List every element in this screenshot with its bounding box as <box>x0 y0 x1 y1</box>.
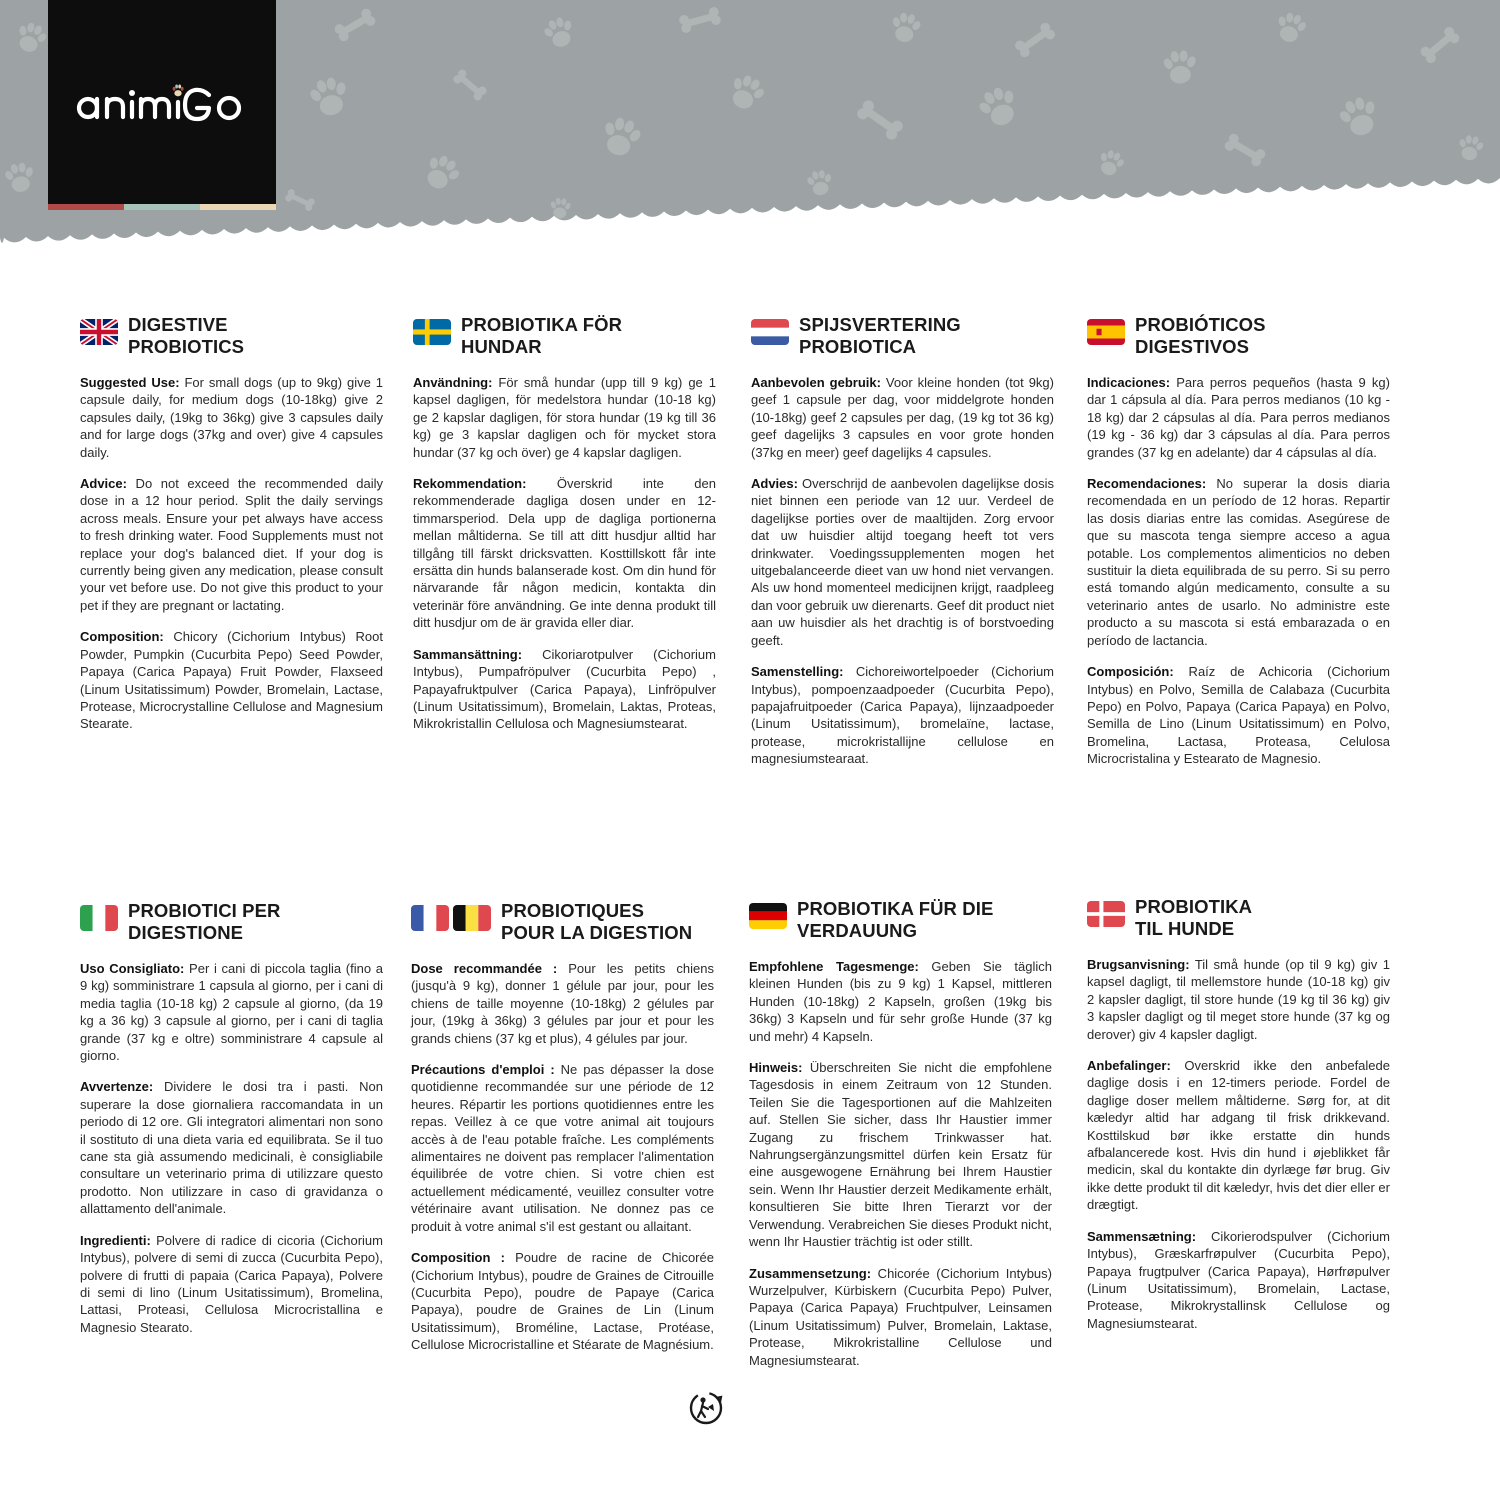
flag-se-icon <box>413 319 451 345</box>
section-text: Überschreiten Sie nicht die empfohlene Tagesdosis in einem Zeitraum von 12 Stunden. Teilen Sie die Tagesportionen auf die Mahlzeiten auf. Stellen Sie sicher, dass Ihr Haustier immer Zugang zu frischem Trinkwasser hat. Nahrungsergänzungsmittel dürfen kein Ersatz für eine ausgewogene Ernährung bei Ihrem Haustier sein. Wenn Ihr Haustier derzeit Medikamente erhält, konsultieren Sie bitte Ihren Tierarzt vor der Verwendung. Verabreichen Sie dieses Produkt nicht, wenn Ihr Haustier trächtig ist oder stillt. <box>749 1060 1052 1250</box>
section-label: Användning: <box>413 375 493 390</box>
block-title <box>1135 896 1252 940</box>
block-title <box>128 900 281 944</box>
block-title-line: PROBIOTIKA <box>1135 896 1253 917</box>
section-label: Hinweis: <box>749 1060 803 1076</box>
section-label: Zusammensetzung: <box>749 1265 872 1281</box>
section-text: Overskrid ikke den anbefalede daglige dosis i en 12-timers periode. Fordel de daglige doser mellem måltiderne. Sørg for, at dit kæledyr altid har adgang til frisk drikkevand. Kosttilskud bør ikke erstatte din hunds afbalancerede kost. Hvis din hund i øjeblikket får medicin, skal du kontakte din dyrlæge før brug. Giv ikke dette produkt til dit kæledyr, hvis det dier eller er drægtigt. <box>1087 1058 1390 1213</box>
block-title-line: VERDAUUNG <box>797 920 918 941</box>
section-text: For small dogs (up to 9kg) give 1 capsule daily, for medium dogs (10-18kg) give 2 capsules daily, (19kg to 36kg) give 3 capsules daily and for large dogs (37kg and over) give 4 capsules daily. <box>80 375 383 460</box>
block-section <box>411 1061 714 1235</box>
section-text: Polvere di radice di cicoria (Cichorium Intybus), polvere di semi di zucca (Cucurbita Pepo), polvere di frutti di papaia (Carica Papaya), Polvere di semi di lino (Linum Usitatissimum), Bromelina, Lattasi, Proteasi, Cellulosa Microcristallina e Magnesio Stearato. <box>80 1232 383 1335</box>
section-text: Chicory (Cichorium Intybus) Root Powder, Pumpkin (Cucurbita Pepo) Seed Powder, Papaya (Carica Papaya) Fruit Powder, Flaxseed (Linum Usitatissimum) Powder, Bromelain, Lactase, Protease, Microcrystalline Cellulose and Magnesium Stearate. <box>80 629 383 732</box>
section-text: Overschrijd de aanbevolen dagelijkse dosis niet binnen een periode van 12 uur. Verdeel de dagelijkse porties over de maaltijden. Zorg ervoor dat uw huisdier altijd toegang heeft tot vers drinkwater. Voedingssupplementen mogen het uitgebalanceerde dieet van uw hond niet vervangen. Als uw hond momenteel medicijnen krijgt, raadpleeg dan voor gebruik uw dierenarts. Geef dit product niet aan uw huisdier als het drachtig is of borstvoeding geeft. <box>751 476 1054 648</box>
flag-group <box>749 903 787 929</box>
language-block-es <box>1087 314 1390 782</box>
strip-sand <box>200 204 276 210</box>
block-section <box>751 475 1054 649</box>
block-section <box>80 374 383 461</box>
flag-es-icon <box>1087 319 1125 345</box>
block-title-line: POUR LA DIGESTION <box>501 922 693 943</box>
section-label: Précautions d'emploi : <box>411 1062 555 1078</box>
section-text: Ne pas dépasser la dose quotidienne recommandée sur une période de 12 heures. Répartir les portions quotidiennes entre les repas. Veillez à ce que votre animal ait toujours accès à de l'eau potable fraîche. Les compléments alimentaires ne doivent pas remplacer l'alimentation équilibrée de votre chien. Si votre chien est actuellement médicamenté, veuillez consulter votre vétérinaire avant utilisation. Ne donnez pas ce produit à votre animal s'il est gestant ou allaitant. <box>411 1062 714 1234</box>
block-section <box>413 475 716 632</box>
section-label: Anbefalinger: <box>1087 1058 1171 1074</box>
block-title-line: DIGESTIVE <box>128 314 228 335</box>
block-section <box>749 958 1052 1045</box>
section-label: Uso Consigliato: <box>80 961 185 976</box>
brand-color-strip <box>48 204 276 210</box>
flag-group <box>411 905 491 931</box>
block-title-line: SPIJSVERTERING <box>799 314 961 335</box>
block-title-line: HUNDAR <box>461 336 542 357</box>
section-text: Pour les petits chiens (jusqu'à 9 kg), donner 1 gélule par jour, pour les chiens de taille moyenne (10-18kg) 2 gélules par jour, (19kg à 36kg) 3 gélules par jour et pour les grands chiens (37 kg et plus), 4 gélules par jour. <box>411 961 714 1046</box>
section-text: Til små hunde (op til 9 kg) giv 1 kapsel dagligt, til mellemstore hunde (10-18 kg) giv 2 kapsler dagligt, til store hunde (19 kg til 36 kg) giv 3 kapsler dagligt og til meget store hunde (37 kg og derover) giv 4 kapsler dagligt. <box>1087 957 1390 1042</box>
block-section <box>1087 956 1390 1043</box>
section-label: Recomendaciones: <box>1087 476 1207 492</box>
section-text: Överskrid inte den rekommenderade dagliga dosen under en 12-timmarsperiod. Dela upp de dagliga portionerna mellan måltiderna. Se till att ditt husdjur alltid har tillgång till färskt dricksvatten. Kosttillskott får inte ersätta din hunds balanserade kost. Om din hund för närvarande får någon medicin, kontakta din veterinär före användning. Ge inte denna produkt till ditt husdjur om de är gravida eller diar. <box>413 476 716 631</box>
flag-group <box>1087 901 1125 927</box>
block-title-line: DIGESTIONE <box>128 922 244 943</box>
recycle-person-icon <box>688 1390 724 1426</box>
block-header <box>749 898 1052 958</box>
flag-group <box>751 319 789 345</box>
brand-logo <box>76 82 246 126</box>
section-label: Avvertenze: <box>80 1079 154 1095</box>
brand-logo-box <box>48 0 276 210</box>
block-section <box>413 374 716 461</box>
block-header <box>80 900 383 960</box>
flag-it-icon <box>80 905 118 931</box>
flag-group <box>80 905 118 931</box>
section-text: Poudre de racine de Chicorée (Cichorium Intybus), poudre de Graines de Citrouille (Cucurbita Pepo), poudre de Papaye (Carica Papaya), poudre de Graines de Lin (Linum Usitatissimum), Broméline, Lactase, Protéase, Cellulose Microcristalline et Stéarate de Magnésium. <box>411 1250 714 1353</box>
block-section <box>749 1265 1052 1369</box>
flag-dk-icon <box>1087 901 1125 927</box>
language-block-fr <box>411 900 714 1368</box>
block-header <box>751 314 1054 374</box>
block-section <box>80 1232 383 1336</box>
block-title-line: PROBIÓTICOS <box>1135 314 1266 335</box>
block-header <box>413 314 716 374</box>
block-header <box>1087 896 1390 956</box>
section-label: Indicaciones: <box>1087 375 1171 390</box>
block-section <box>411 1249 714 1353</box>
block-title-line: PROBIOTICA <box>799 336 917 357</box>
block-header <box>1087 314 1390 374</box>
block-title <box>797 898 993 942</box>
language-block-da <box>1087 896 1390 1346</box>
block-title <box>128 314 244 358</box>
block-title-line: TIL HUNDE <box>1135 918 1235 939</box>
section-label: Composition: <box>80 629 164 645</box>
block-section <box>413 646 716 733</box>
block-section <box>751 374 1054 461</box>
block-section <box>411 960 714 1047</box>
section-label: Sammensætning: <box>1087 1228 1197 1244</box>
block-section <box>749 1059 1052 1250</box>
language-block-nl <box>751 314 1054 782</box>
section-label: Dose recommandée : <box>411 961 558 976</box>
section-label: Rekommendation: <box>413 476 527 492</box>
section-text: No superar la dosis diaria recomendada en un período de 12 horas. Repartir las dosis diarias entre las comidas. Asegúrese de que su mascota tenga siempre acceso a agua potable. Los complementos alimenticios no deben sustituir la dieta equilibrada de su perro. Si su perro está tomando algún medicamento, consulte a su veterinario antes de usarlo. No administre este producto a su mascota si está embarazada o en período de lactancia. <box>1087 476 1390 648</box>
block-title-line: DIGESTIVOS <box>1135 336 1250 357</box>
block-section <box>80 475 383 614</box>
section-label: Sammansättning: <box>413 646 523 662</box>
block-section <box>80 960 383 1064</box>
block-section <box>80 1078 383 1217</box>
section-text: Geben Sie täglich kleinen Hunden (bis zu 9 kg) 1 Kapsel, mittleren Hunden (10-18kg) 2 Kapseln, großen (19kg bis 36kg) 3 Kapseln und für sehr große Hunde (37 kg und mehr) 4 Kapseln. <box>749 959 1053 1044</box>
strip-mint <box>124 204 200 210</box>
section-text: För små hundar (upp till 9 kg) ge 1 kapsel dagligen, för medelstora hundar (10-18 kg) ge 2 kapslar dagligen, för stora hundar (19 kg till 36 kg) ge 3 kapslar dagligen och för mycket stora hundar (37 kg och över) ge 4 kapslar dagligen. <box>413 375 716 460</box>
section-text: Do not exceed the recommended daily dose in a 12 hour period. Split the daily servings across meals. Ensure your pet always have access to fresh drinking water. Food Supplements must not replace your dog's balanced diet. If your dog is currently being given any medication, please consult your vet before use. Do not give this product to your pet if they are pregnant or lactating. <box>80 476 383 613</box>
block-title-line: PROBIOTICI PER <box>128 900 281 921</box>
block-title-line: PROBIOTIKA FÖR <box>461 314 623 335</box>
flag-group <box>1087 319 1125 345</box>
section-label: Empfohlene Tagesmenge: <box>749 959 919 974</box>
section-text: Raíz de Achicoria (Cichorium Intybus) en Polvo, Semilla de Calabaza (Cucurbita Pepo) en Polvo, Papaya (Carica Papaya) en Polvo, Semilla de Lino (Linum Usitatissimum) en Polvo, Bromelina, Lactasa, Proteasa, Celulosa Microcristalina y Estearato de Magnesio. <box>1087 664 1390 767</box>
section-label: Ingredienti: <box>80 1232 151 1248</box>
block-section <box>1087 475 1390 649</box>
block-section <box>1087 663 1390 767</box>
block-title-line: PROBIOTIKA FÜR DIE <box>797 898 994 919</box>
flag-nl-icon <box>751 319 789 345</box>
section-text: Chicorée (Cichorium Intybus) Wurzelpulver, Kürbiskern (Cucurbita Pepo) Pulver, Papaya (Carica Papaya) Fruchtpulver, Leinsamen (Linum Usitatissimum) Pulver, Bromelain, Laktase, Protease, Mikrokristalline Cellulose und Magnesiumstearat. <box>749 1265 1052 1368</box>
block-title <box>799 314 961 358</box>
block-header <box>80 314 383 374</box>
language-block-en <box>80 314 383 747</box>
flag-group <box>413 319 451 345</box>
section-text: Cikorierodspulver (Cichorium Intybus), Græskarfrøpulver (Cucurbita Pepo), Papaya frugtpulver (Carica Papaya), Hørfrøpulver (Linum Usitatissimum), Bromelain, Lactase, Protease, Mikrokrystallinsk Cellulose og Magnesiumstearat. <box>1087 1228 1390 1331</box>
language-block-de <box>749 898 1052 1383</box>
block-section <box>1087 1228 1390 1332</box>
flag-uk-icon <box>80 319 118 345</box>
section-label: Brugsanvisning: <box>1087 957 1190 972</box>
flag-fr-icon <box>411 905 449 931</box>
block-section <box>1087 374 1390 461</box>
header-banner <box>0 0 1500 260</box>
flag-group <box>80 319 118 345</box>
block-section <box>80 628 383 732</box>
block-title <box>1135 314 1266 358</box>
language-block-it <box>80 900 383 1350</box>
section-label: Composition : <box>411 1250 505 1266</box>
section-text: Dividere le dosi tra i pasti. Non superare la dose giornaliera raccomandata in un periodo di 12 ore. Gli integratori alimentari non sono il sostituto di una dieta varia ed equilibrata. Se il tuo cane sta già assumendo medicinali, è consigliabile consultare un veterinario prima di utilizzare questo prodotto. Non utilizzare in caso di gravidanza o allattamento dell'animale. <box>80 1079 383 1217</box>
strip-red <box>48 204 124 210</box>
section-text: Voor kleine honden (tot 9kg) geef 1 capsule per dag, voor middelgrote honden (10-18kg) geef 2 capsules per dag, (19 kg tot 36 kg) geef dagelijks 3 capsules en voor grote honden (37kg en meer) geef dagelijks 4 capsules. <box>751 375 1054 460</box>
section-label: Composición: <box>1087 664 1174 680</box>
section-text: Para perros pequeños (hasta 9 kg) dar 1 cápsula al día. Para perros medianos (10 kg - 18 kg) dar 2 cápsulas al día. Para perros medianos (19 kg - 36 kg) dar 3 cápsulas al día. Para perros grandes (37 kg en adelante) dar 4 cápsulas al día. <box>1087 375 1390 460</box>
language-block-sv <box>413 314 716 747</box>
section-label: Advice: <box>80 476 127 492</box>
block-header <box>411 900 714 960</box>
block-title-line: PROBIOTICS <box>128 336 245 357</box>
section-label: Samenstelling: <box>751 664 844 680</box>
section-text: Per i cani di piccola taglia (fino a 9 kg) somministrare 1 capsula al giorno, per i cani di media taglia (10-18 kg) 2 capsule al giorno, (da 19 kg a 36 kg) 3 capsule al giorno, per i cani di taglia grande (37 kg e oltre) somministrare 4 capsule al giorno. <box>80 961 383 1064</box>
section-text: Cikoriarotpulver (Cichorium Intybus), Pumpafröpulver (Cucurbita Pepo) , Papayafruktpulver (Carica Papaya), Linfröpulver (Linum Usitatissimum), Bromelain, Laktas, Proteas, Mikrokristallin Cellulosa och Magnesiumstearat. <box>413 646 716 732</box>
block-section <box>1087 1057 1390 1214</box>
block-title-line: PROBIOTIQUES <box>501 900 645 921</box>
flag-be-icon <box>453 905 491 931</box>
block-title <box>501 900 692 944</box>
flag-de-icon <box>749 903 787 929</box>
section-label: Aanbevolen gebruik: <box>751 375 881 390</box>
block-title <box>461 314 622 358</box>
block-section <box>751 663 1054 767</box>
section-text: Cichoreiwortelpoeder (Cichorium Intybus), pompoenzaadpoeder (Cucurbita Pepo), papajafruitpoeder (Carica Papaya), lijnzaadpoeder (Linum Usitatissimum), bromelaïne, lactase, protease, microkristallijne cellulose en magnesiumstearaat. <box>751 664 1054 767</box>
section-label: Suggested Use: <box>80 375 180 390</box>
section-label: Advies: <box>751 476 798 492</box>
